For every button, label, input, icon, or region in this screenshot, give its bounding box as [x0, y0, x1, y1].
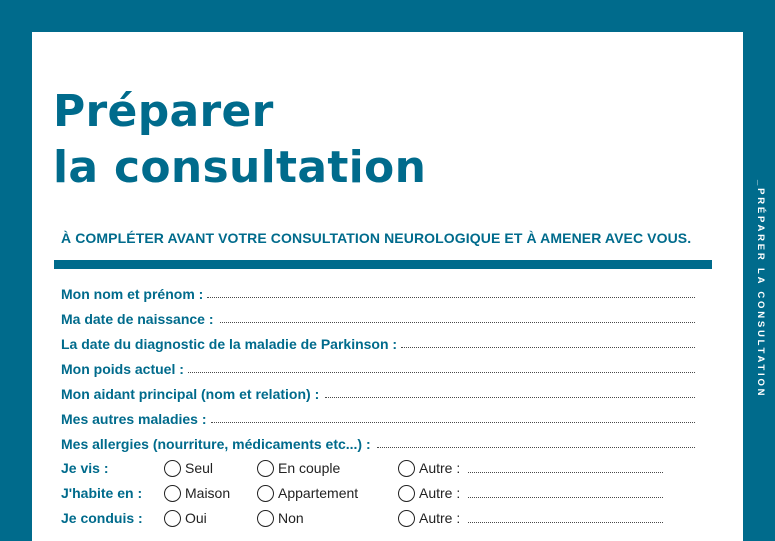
radio-circle-icon[interactable] [398, 485, 415, 502]
radio-circle-icon[interactable] [164, 485, 181, 502]
field-label: Mon poids actuel : [61, 361, 184, 377]
fill-in-line[interactable] [377, 446, 695, 448]
radio-circle-icon[interactable] [164, 510, 181, 527]
fill-in-line[interactable] [211, 421, 695, 423]
fill-in-line[interactable] [188, 371, 695, 373]
title-line-1: Préparer [53, 86, 274, 137]
option-autre[interactable] [398, 507, 663, 529]
field-label: Mes autres maladies : [61, 411, 207, 427]
fill-in-line[interactable] [468, 471, 663, 473]
radio-circle-icon[interactable] [257, 460, 274, 477]
field-label: Ma date de naissance : [61, 311, 214, 327]
fill-in-line[interactable] [468, 521, 663, 523]
option-label: Autre : [419, 510, 461, 526]
option-label: Autre : [419, 485, 461, 501]
option-label: Non [278, 510, 304, 526]
form-sheet [32, 32, 743, 541]
radio-circle-icon[interactable] [398, 460, 415, 477]
field-label: Mon aidant principal (nom et relation) : [61, 386, 320, 402]
field-label: Mes allergies (nourriture, médicaments etc...) : [61, 436, 371, 452]
option-maison[interactable] [164, 482, 230, 504]
fill-in-line[interactable] [220, 321, 695, 323]
option-label: Seul [185, 460, 214, 476]
option-autre[interactable] [398, 482, 663, 504]
field-diagnosis-date[interactable] [61, 332, 695, 352]
option-appartement[interactable] [257, 482, 358, 504]
field-caregiver[interactable] [61, 382, 695, 402]
field-other-diseases[interactable] [61, 407, 695, 427]
choice-driving [61, 507, 695, 529]
field-allergies[interactable] [61, 432, 695, 452]
option-label: Appartement [278, 485, 359, 501]
fill-in-line[interactable] [468, 496, 663, 498]
title-line-2: la consultation [53, 142, 427, 193]
field-label: La date du diagnostic de la maladie de Parkinson : [61, 336, 398, 352]
option-label: Autre : [419, 460, 461, 476]
radio-circle-icon[interactable] [257, 510, 274, 527]
field-name[interactable] [61, 282, 695, 302]
option-autre[interactable] [398, 457, 663, 479]
instructions-subtitle: À COMPLÉTER AVANT VOTRE CONSULTATION NEUROLOGIQUE ET À AMENER AVEC VOUS. [61, 230, 692, 246]
choice-housing [61, 482, 695, 504]
fill-in-line[interactable] [207, 296, 695, 298]
field-label: Mon nom et prénom : [61, 286, 204, 302]
choice-living [61, 457, 695, 479]
choice-question: J'habite en : [61, 485, 143, 501]
option-label: Oui [185, 510, 207, 526]
option-oui[interactable] [164, 507, 207, 529]
option-label: En couple [278, 460, 341, 476]
field-birthdate[interactable] [61, 307, 695, 327]
choice-question: Je conduis : [61, 510, 143, 526]
radio-circle-icon[interactable] [164, 460, 181, 477]
radio-circle-icon[interactable] [257, 485, 274, 502]
choice-question: Je vis : [61, 460, 109, 476]
header-divider [54, 260, 712, 269]
field-weight[interactable] [61, 357, 695, 377]
option-non[interactable] [257, 507, 304, 529]
option-en-couple[interactable] [257, 457, 340, 479]
fill-in-line[interactable] [401, 346, 695, 348]
side-section-label: _PRÉPARER LA CONSULTATION [755, 180, 766, 399]
fill-in-line[interactable] [325, 396, 695, 398]
page-title [53, 84, 426, 196]
option-seul[interactable] [164, 457, 213, 479]
option-label: Maison [185, 485, 231, 501]
radio-circle-icon[interactable] [398, 510, 415, 527]
